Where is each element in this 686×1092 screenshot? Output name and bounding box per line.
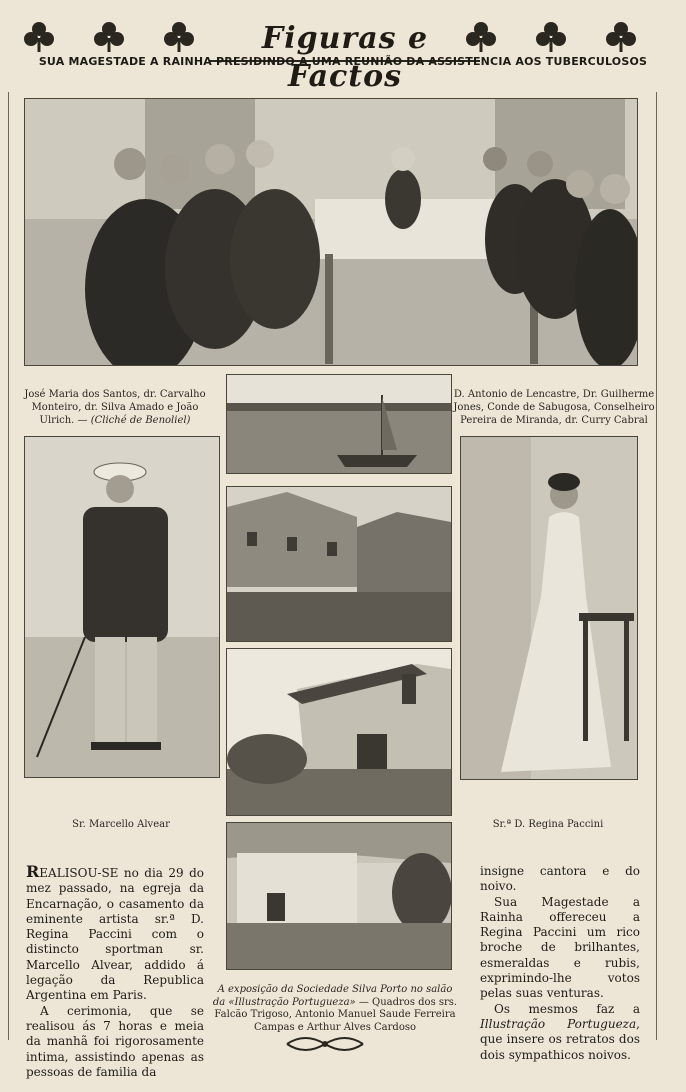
portrait-regina-paccini <box>460 436 638 780</box>
meeting-left-caption <box>14 388 216 427</box>
portrait-left-caption: Sr. Marcello Alvear <box>72 819 170 830</box>
painting-houses-river <box>226 486 452 642</box>
clover-ornament-icon <box>534 20 568 54</box>
article-right-column <box>480 864 640 1063</box>
clover-ornament-icon <box>92 20 126 54</box>
article-paragraph: EALISOU-SE no dia 29 do mez passado, na egreja da Encarnação, o casamento da eminente artista sr.ª D. Regina Paccini com o distincto sportman sr. Marcello Alvear, addido á legação da Republica Argentina em Paris. <box>26 866 204 1003</box>
article-paragraph: Sua Magestade a Rainha offereceu a Regina Paccini um rico broche de brilhantes, esmeraldas e rubis, exprimindo-lhe votos pelas suas venturas. <box>480 894 640 1001</box>
article-paragraph: Os mesmos faz a Illustração Portugueza, que insere os retratos dos dois sympathicos noivos. <box>480 1001 640 1062</box>
portrait-right-caption: Sr.ª D. Regina Paccini <box>492 819 604 830</box>
article-paragraph: insigne cantora e do noivo. <box>480 864 640 894</box>
page-frame-right <box>656 92 657 1040</box>
clover-ornament-icon <box>22 20 56 54</box>
drop-cap: R <box>26 862 40 881</box>
page-subtitle: SUA MAGESTADE A RAINHA PRESIDINDO A UMA REUNIÃO DA ASSISTENCIA AOS TUBERCULOSOS <box>38 55 648 68</box>
page-frame-left <box>8 92 9 1040</box>
clover-ornament-icon <box>464 20 498 54</box>
clover-ornament-icon <box>162 20 196 54</box>
meeting-right-caption: D. Antonio de Lencastre, Dr. Guilherme Jones, Conde de Sabugosa, Conselheiro Pereira de Miranda, dr. Curry Cabral <box>453 389 655 426</box>
page-header <box>20 10 650 94</box>
painting-boat <box>226 374 452 474</box>
page-title: Figuras e Factos <box>210 20 480 62</box>
exhibition-caption <box>212 984 458 1034</box>
painting-cottage-stream <box>226 822 452 970</box>
article-paragraph: A cerimonia, que se realisou ás 7 horas e meia da manhã foi rigorosamente intima, assistindo apenas as pessoas de familia da <box>26 1003 204 1079</box>
exhibition-caption-title: A exposição da Sociedade Silva Porto no salão da «Illustração Portugueza» <box>212 984 453 1008</box>
portrait-marcello-alvear <box>24 436 220 778</box>
article-left-column <box>26 864 204 1080</box>
meeting-photo <box>24 98 638 366</box>
painting-country-house <box>226 648 452 816</box>
clover-ornament-icon <box>604 20 638 54</box>
flourish-ornament-icon <box>285 1032 365 1056</box>
photo-credit: (Cliché de Benoliel) <box>90 415 191 426</box>
meeting-left-names: José Maria dos Santos, dr. Carvalho Monteiro, dr. Silva Amado e João Ulrich. — <box>24 389 206 426</box>
exhibition-caption-artists: — Quadros dos srs. Falcão Trigoso, Antonio Manuel Saude Ferreira Campas e Arthur Alves Cardoso <box>214 996 458 1033</box>
